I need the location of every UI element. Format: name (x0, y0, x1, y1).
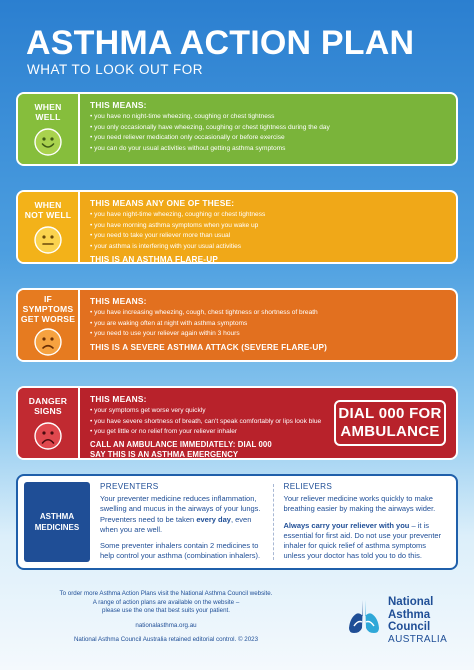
list-item: • your symptoms get worse very quickly (90, 406, 326, 417)
zone-card-danger (16, 386, 458, 460)
zone-label-danger: DANGER SIGNS (18, 388, 80, 458)
zone-heading: THIS MEANS: (90, 394, 147, 404)
zone-label-worse: IF SYMPTOMS GET WORSE (18, 290, 80, 360)
dial-000-box: DIAL 000 FOR AMBULANCE (334, 400, 446, 446)
happy-face-icon (34, 128, 62, 156)
list-item: • you need reliever medication only occasionally or before exercise (90, 133, 448, 144)
zone-card-not-well (16, 190, 458, 264)
distressed-face-icon (34, 422, 62, 450)
zone-heading: THIS MEANS: (90, 100, 147, 110)
zone-label-not-well: WHEN NOT WELL (18, 192, 80, 262)
list-item: • you need to take your reliever more than usual (90, 231, 448, 242)
relievers-heading: RELIEVERS (283, 482, 333, 491)
list-item: • you have night-time wheezing, coughing or chest tightness (90, 210, 448, 221)
list-item: • you have no night-time wheezing, coughing or chest tightness (90, 112, 448, 123)
asthma-medicines-card (16, 474, 458, 570)
list-item: • you need to use your reliever again within 3 hours (90, 329, 448, 340)
list-item: • you have morning asthma symptoms when you wake up (90, 221, 448, 232)
relievers-column (274, 476, 457, 568)
zone-heading: THIS MEANS: (90, 296, 147, 306)
zone-heading: THIS MEANS ANY ONE OF THESE: (90, 198, 235, 208)
list-item: • you can do your usual activities without getting asthma symptoms (90, 144, 448, 155)
zone-info-worse (80, 290, 456, 360)
editorial-notice: National Asthma Council Australia retained editorial control. © 2023 (73, 636, 259, 644)
relievers-carry-text: Always carry your reliever with you – it is essential for first aid. Do not use your preventer inhaler for quick relief of asthma symptoms unless your doctor has told you to do this. (283, 520, 442, 561)
zone-label-well: WHEN WELL (18, 94, 80, 164)
flare-up-notice: THIS IS AN ASTHMA FLARE-UP (90, 255, 219, 264)
page-subtitle: WHAT TO LOOK OUT FOR (27, 62, 204, 77)
list-item: • you have severe shortness of breath, can't speak comfortably or lips look blue (90, 417, 326, 428)
relievers-text: Your reliever medicine works quickly to make breathing easier by making the airways wider. (283, 494, 436, 514)
list-item: • you have increasing wheezing, cough, chest tightness or shortness of breath (90, 308, 448, 319)
severe-attack-notice: THIS IS A SEVERE ASTHMA ATTACK (SEVERE FLARE-UP) (90, 342, 328, 352)
zone-card-worse (16, 288, 458, 362)
ambulance-instruction: CALL AN AMBULANCE IMMEDIATELY: DIAL 000 (90, 439, 272, 449)
zone-info-danger (80, 388, 334, 458)
website-link[interactable]: nationalasthma.org.au (135, 621, 197, 629)
emergency-instruction: SAY THIS IS AN ASTHMA EMERGENCY (90, 449, 239, 459)
list-item: • you are waking often at night with asthma symptoms (90, 319, 448, 330)
medicines-label: ASTHMA MEDICINES (24, 482, 90, 562)
footer: To order more Asthma Action Plans visit the National Asthma Council website. A range of action plans are available on the website – please use the one that best suits your patient. nationalasthma.org.au National Asthma Council Australia retained editorial control. © 2023 (16, 590, 316, 645)
zone-card-well (16, 92, 458, 166)
list-item: • you only occasionally have wheezing, coughing or chest tightness during the day (90, 123, 448, 134)
national-asthma-council-logo: National Asthma Council AUSTRALIA (346, 596, 456, 646)
list-item: • you get little or no relief from your reliever inhaler (90, 427, 326, 438)
neutral-face-icon (34, 226, 62, 254)
zone-info-well (80, 94, 456, 164)
page-title: ASTHMA ACTION PLAN (26, 24, 415, 62)
preventers-heading: PREVENTERS (100, 482, 159, 491)
preventers-combination-text: Some preventer inhalers contain 2 medicines to help control your asthma (combination inhalers). (100, 541, 261, 561)
lungs-logo-icon (346, 596, 382, 636)
preventers-text: Your preventer medicine reduces inflammation, swelling and mucus in the airways of your lungs. Preventers need to be taken every day, even when you are well. (100, 494, 261, 534)
list-item: • your asthma is interfering with your usual activities (90, 242, 448, 253)
preventers-column (90, 476, 273, 568)
zone-info-not-well (80, 192, 456, 262)
sad-face-icon (34, 328, 62, 356)
